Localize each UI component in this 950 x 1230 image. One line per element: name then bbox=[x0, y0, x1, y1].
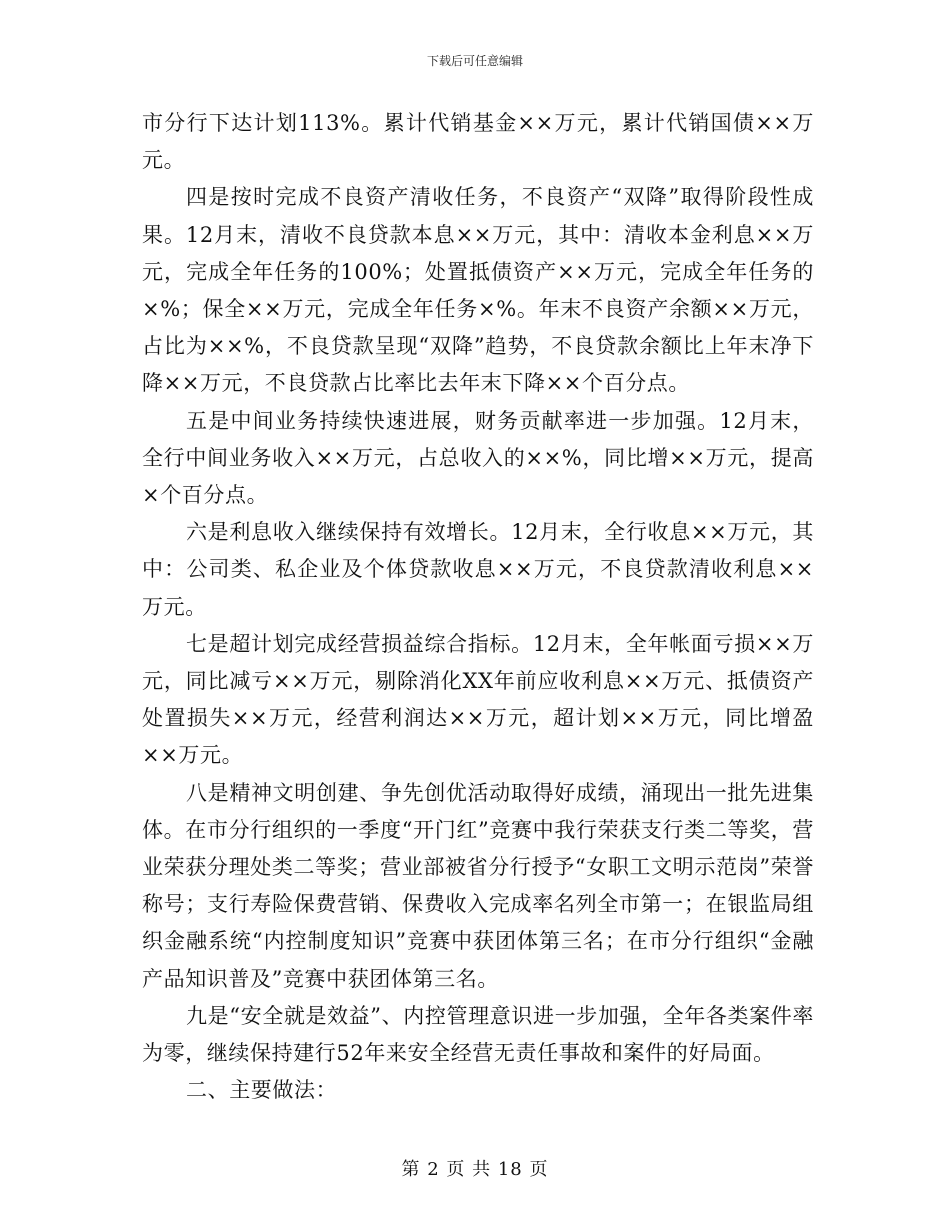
paragraph: 七是超计划完成经营损益综合指标。12月末，全年帐面亏损××万元，同比减亏××万元，剔除消化XX年前应收利息××万元、抵债资产处置损失××万元，经营利润达××万元，超计划××万元，同比增盈××万元。 bbox=[142, 631, 814, 768]
document-body bbox=[142, 105, 814, 1109]
paragraph: 六是利息收入继续保持有效增长。12月末，全行收息××万元，其中：公司类、私企业及个体贷款收息××万元，不良贷款清收利息××万元。 bbox=[142, 520, 814, 619]
page-number: 第 2 页 共 18 页 bbox=[401, 1159, 549, 1180]
section-heading: 二、主要做法： bbox=[186, 1078, 338, 1103]
paragraph: 八是精神文明创建、争先创优活动取得好成绩，涌现出一批先进集体。在市分行组织的一季度“开门红”竞赛中我行荣获支行类二等奖，营业荣获分理处类二等奖；营业部被省分行授予“女职工文明示范岗”荣誉称号；支行寿险保费营销、保费收入完成率名列全市第一；在银监局组织金融系统“内控制度知识”竞赛中获团体第三名；在市分行组织“金融产品知识普及”竞赛中获团体第三名。 bbox=[142, 780, 814, 991]
paragraph: 五是中间业务持续快速进展，财务贡献率进一步加强。12月末，全行中间业务收入××万元，占总收入的××%，同比增××万元，提高×个百分点。 bbox=[142, 408, 814, 508]
paragraph: 九是“安全就是效益”、内控管理意识进一步加强，全年各类案件率为零，继续保持建行52年来安全经营无责任事故和案件的好局面。 bbox=[142, 1003, 814, 1066]
paragraph: 四是按时完成不良资产清收任务，不良资产“双降”取得阶段性成果。12月末，清收不良贷款本息××万元，其中：清收本金利息××万元，完成全年任务的100%；处置抵债资产××万元，完成全年任务的×%；保全××万元，完成全年任务×%。年末不良资产余额××万元，占比为××%，不良贷款呈现“双降”趋势，不良贷款余额比上年末净下降××万元，不良贷款占比率比去年末下降××个百分点。 bbox=[142, 185, 814, 396]
page-header-note: 下载后可任意编辑 bbox=[426, 54, 523, 68]
paragraph: 市分行下达计划113%。累计代销基金××万元，累计代销国债××万元。 bbox=[142, 111, 814, 173]
